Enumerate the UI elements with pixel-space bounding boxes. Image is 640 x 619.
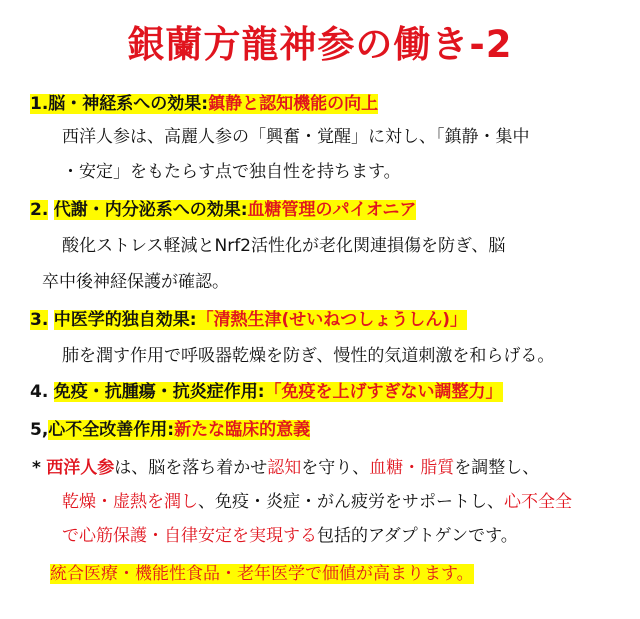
section-5-heading bbox=[30, 418, 310, 442]
section-1-title: 脳・神経系への効果 bbox=[48, 94, 202, 114]
section-1-number: 1. bbox=[30, 94, 49, 114]
section-3-colon: : bbox=[189, 310, 197, 330]
section-5-colon: : bbox=[167, 420, 175, 440]
section-1-body-line-2: ・安定」をもたらす点で独自性を持ちます。 bbox=[62, 162, 401, 182]
summary-text: 、免疫・炎症・がん疲労をサポートし bbox=[198, 492, 487, 512]
summary-line-1 bbox=[32, 456, 539, 480]
summary-text: 、 bbox=[487, 492, 504, 512]
section-4-heading bbox=[30, 380, 503, 404]
section-3-heading bbox=[30, 308, 467, 332]
summary-text: を調整し、 bbox=[454, 458, 540, 478]
section-2-subtitle: 血糖管理のパイオニア bbox=[247, 200, 417, 220]
section-4-subtitle: 「免疫を上げすぎない調整力」 bbox=[264, 382, 503, 402]
summary-text: 包括的アダプトゲンです。 bbox=[317, 526, 518, 546]
summary-line-4 bbox=[50, 562, 474, 586]
section-2-title: 代謝・内分泌系への効果 bbox=[53, 200, 241, 220]
section-3-title: 中医学的独自効果 bbox=[53, 310, 190, 330]
summary-line-2 bbox=[62, 490, 572, 514]
summary-term-cognition: 認知 bbox=[267, 458, 302, 478]
section-5-title: 心不全改善作用 bbox=[48, 420, 168, 440]
summary-text: は、脳を落ち着かせ bbox=[114, 458, 268, 478]
summary-bullet: * bbox=[32, 458, 41, 478]
section-1-colon: : bbox=[201, 94, 209, 114]
section-3-body-line-1: 肺を潤す作用で呼吸器乾燥を防ぎ、慢性的気道刺激を和らげる。 bbox=[62, 346, 555, 366]
section-5-number: 5, bbox=[30, 420, 49, 440]
section-4-colon: : bbox=[257, 382, 265, 402]
section-2-heading bbox=[30, 198, 416, 222]
summary-text: を守り、 bbox=[301, 458, 370, 478]
page-title: 銀蘭方龍神参の働き-2 bbox=[127, 23, 513, 66]
section-2-body-line-2: 卒中後神経保護が確認。 bbox=[42, 272, 229, 292]
section-1-heading bbox=[30, 92, 378, 116]
section-1-body-line-1: 西洋人参は、高麗人参の「興奮・覚醒」に対し、「鎮静・集中 bbox=[62, 127, 530, 147]
section-5-subtitle: 新たな臨床的意義 bbox=[174, 420, 311, 440]
section-4-number: 4. bbox=[30, 382, 49, 402]
section-1-subtitle: 鎮静と認知機能の向上 bbox=[208, 94, 379, 114]
summary-line-3 bbox=[62, 524, 518, 548]
section-2-colon: : bbox=[240, 200, 248, 220]
section-2-body-line-1: 酸化ストレス軽減とNrf2活性化が老化関連損傷を防ぎ、脳 bbox=[62, 236, 506, 256]
summary-term-ginseng: 西洋人参 bbox=[46, 458, 115, 478]
summary-term-dryness: 乾燥・虚熱を潤し bbox=[62, 492, 198, 512]
section-3-number: 3. bbox=[30, 310, 49, 330]
summary-term-heart-failure: 心不全全 bbox=[504, 492, 572, 512]
summary-term-myocardial: で心筋保護・自律安定を実現する bbox=[62, 526, 317, 546]
section-2-number: 2. bbox=[30, 200, 49, 220]
summary-term-glucose-lipid: 血糖・脂質 bbox=[369, 458, 455, 478]
section-3-subtitle: 「清熱生津(せいねつしょうしん)」 bbox=[196, 310, 468, 330]
section-4-title: 免疫・抗腫瘍・抗炎症作用 bbox=[53, 382, 258, 402]
summary-value-statement: 統合医療・機能性食品・老年医学で価値が高まります。 bbox=[50, 564, 474, 584]
